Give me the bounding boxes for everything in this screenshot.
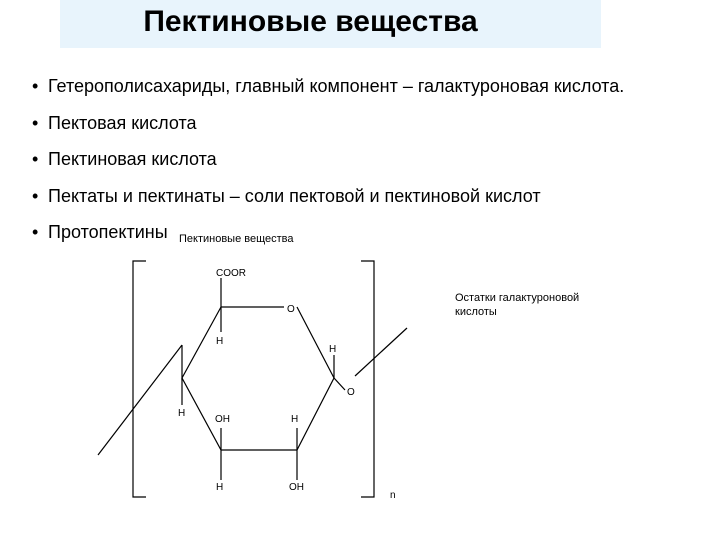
bullet-dot: •	[32, 222, 39, 242]
label-h-bottom: H	[216, 482, 224, 493]
slide-title: Пектиновые вещества	[143, 5, 478, 38]
glycosidic-bond-left	[98, 345, 182, 455]
bullet-text: Пектаты и пектинаты – соли пектовой и пектиновой кислот	[48, 185, 541, 206]
note-line-1: Остатки галактуроновой	[455, 292, 580, 304]
label-ring-o: O	[287, 304, 295, 315]
label-oh-inner: OH	[215, 414, 230, 425]
label-h-inner: H	[291, 414, 299, 425]
label-h-left: H	[178, 408, 186, 419]
label-coor: COOR	[216, 268, 246, 279]
label-n: n	[390, 490, 396, 501]
label-h-top-right: H	[329, 344, 337, 355]
bullet-dot: •	[32, 76, 39, 96]
pyranose-ring	[182, 307, 337, 450]
bullet-text: Протопектины	[48, 222, 168, 242]
bullet-text: Пектиновая кислота	[48, 149, 217, 169]
right-bracket	[361, 261, 374, 497]
bullet-dot: •	[32, 112, 39, 133]
bullet-text: Гетерополисахариды, главный компонент – галактуроновая кислота.	[48, 76, 625, 96]
label-bridge-o: O	[347, 387, 355, 398]
left-bracket	[133, 261, 146, 497]
bullet-text: Пектовая кислота	[48, 112, 197, 133]
label-h-top-left: H	[216, 336, 224, 347]
bond-bridge-o-in	[334, 378, 345, 390]
bullet-dot: •	[32, 149, 39, 169]
label-oh-bottom: OH	[289, 482, 304, 493]
note-line-2: кислоты	[455, 306, 497, 318]
bullet-dot: •	[32, 185, 39, 206]
glycosidic-bond-right	[355, 328, 407, 376]
diagram-caption: Пектиновые вещества	[179, 233, 294, 245]
